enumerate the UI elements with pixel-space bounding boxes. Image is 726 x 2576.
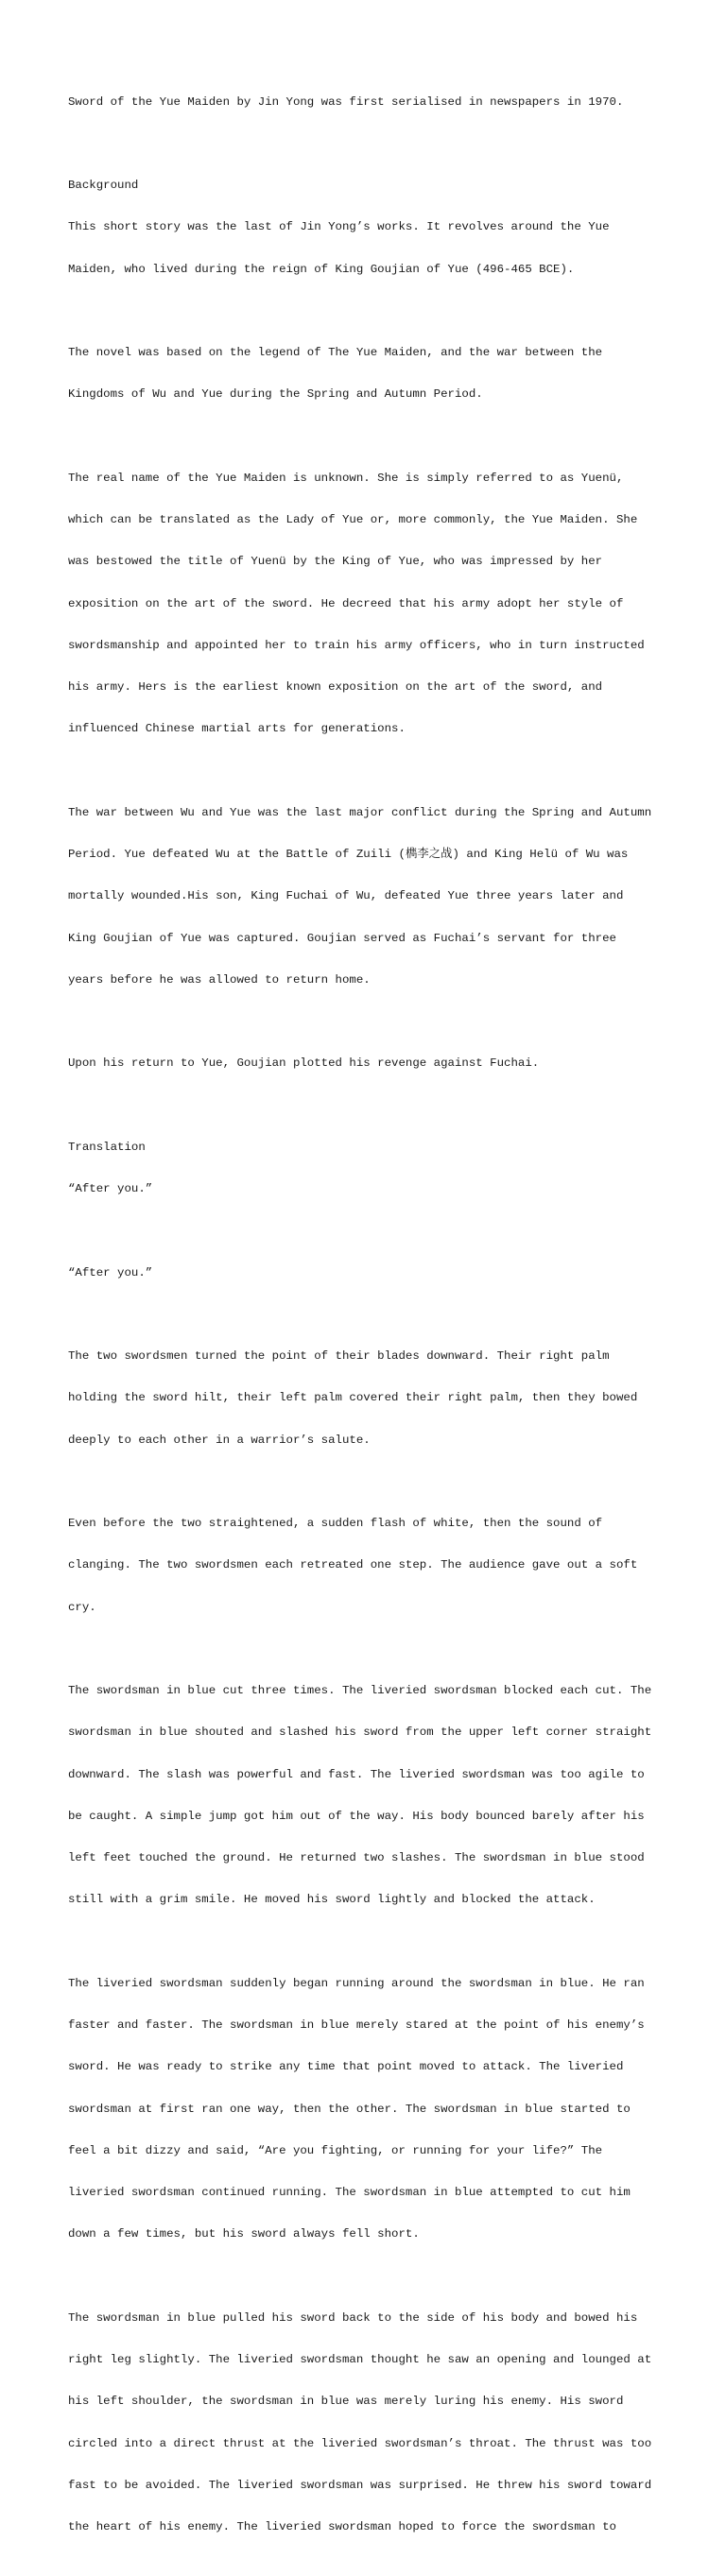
text-line: swordsmanship and appointed her to train his army officers, who in turn instructed bbox=[68, 638, 645, 652]
text-line: Upon his return to Yue, Goujian plotted his revenge against Fuchai. bbox=[68, 1056, 540, 1071]
text-line: The real name of the Yue Maiden is unknown. She is simply referred to as Yuenü, bbox=[68, 471, 624, 485]
text-line: The novel was based on the legend of The Yue Maiden, and the war between the bbox=[68, 346, 603, 359]
text-line: downward. The slash was powerful and fast. The liveried swordsman was too agile to bbox=[68, 1767, 645, 1781]
text-line: down a few times, but his sword always fell short. bbox=[68, 2227, 420, 2241]
text-line: his army. Hers is the earliest known exposition on the art of the sword, and bbox=[68, 680, 603, 694]
text-line: the heart of his enemy. The liveried swordsman hoped to force the swordsman to bbox=[68, 2520, 616, 2533]
paragraph-return bbox=[68, 1029, 673, 1099]
section-heading-translation: Translation bbox=[68, 1140, 146, 1154]
text-line: Kingdoms of Wu and Yue during the Spring and Autumn Period. bbox=[68, 387, 483, 402]
text-line: Even before the two straightened, a sudden flash of white, then the sound of bbox=[68, 1517, 603, 1530]
text-line: cry. bbox=[68, 1600, 96, 1614]
text-line: The liveried swordsman suddenly began running around the swordsman in blue. He ran bbox=[68, 1976, 645, 1990]
text-line: still with a grim smile. He moved his sword lightly and blocked the attack. bbox=[68, 1893, 596, 1907]
text-line: right leg slightly. The liveried swordsman thought he saw an opening and lounged at bbox=[68, 2353, 652, 2366]
paragraph-salute bbox=[68, 1322, 673, 1475]
section-heading-background: Background bbox=[68, 179, 139, 192]
paragraph-three-cuts bbox=[68, 1657, 673, 1935]
text-line: feel a bit dizzy and said, “Are you fighting, or running for your life?” The bbox=[68, 2143, 603, 2157]
text-line: Maiden, who lived during the reign of King Goujian of Yue (496-465 BCE). bbox=[68, 262, 575, 276]
text-line: be caught. A simple jump got him out of the way. His body bounced barely after his bbox=[68, 1809, 645, 1823]
text-line: King Goujian of Yue was captured. Goujian served as Fuchai’s servant for three bbox=[68, 931, 616, 945]
text-line: “After you.” bbox=[68, 1265, 153, 1279]
text-line: his left shoulder, the swordsman in blue was merely luring his enemy. His sword bbox=[68, 2395, 624, 2409]
text-line: which can be translated as the Lady of Yue or, more commonly, the Yue Maiden. She bbox=[68, 513, 638, 526]
text-line: left feet touched the ground. He returned two slashes. The swordsman in blue stood bbox=[68, 1851, 645, 1864]
text-line: years before he was allowed to return home. bbox=[68, 972, 371, 987]
text-line: Sword of the Yue Maiden by Jin Yong was first serialised in newspapers in 1970. bbox=[68, 94, 624, 109]
text-line: was bestowed the title of Yuenü by the King of Yue, who was impressed by her bbox=[68, 555, 603, 569]
paragraph-intro bbox=[68, 67, 673, 137]
text-line: influenced Chinese martial arts for generations. bbox=[68, 722, 406, 736]
text-line: liveried swordsman continued running. The swordsman in blue attempted to cut him bbox=[68, 2186, 631, 2199]
text-line: exposition on the art of the sword. He decreed that his army adopt her style of bbox=[68, 596, 624, 610]
paragraph-running bbox=[68, 1949, 673, 2269]
text-line: clanging. The two swordsmen each retreated one step. The audience gave out a soft bbox=[68, 1558, 638, 1572]
text-line: holding the sword hilt, their left palm covered their right palm, then they bowed bbox=[68, 1391, 638, 1405]
text-line: sword. He was ready to strike any time that point moved to attack. The liveried bbox=[68, 2060, 624, 2074]
text-line: fast to be avoided. The liveried swordsman was surprised. He threw his sword toward bbox=[68, 2478, 652, 2492]
text-line: deeply to each other in a warrior’s salute. bbox=[68, 1433, 371, 1447]
text-line: swordsman in blue shouted and slashed his sword from the upper left corner straight bbox=[68, 1726, 652, 1740]
paragraph-thrust bbox=[68, 2283, 673, 2562]
text-line: The war between Wu and Yue was the last major conflict during the Spring and Autumn bbox=[68, 805, 652, 819]
document-page bbox=[68, 67, 673, 2576]
paragraph-translation bbox=[68, 1112, 673, 1224]
text-line: “After you.” bbox=[68, 1182, 153, 1195]
text-line: mortally wounded.His son, King Fuchai of Wu, defeated Yue three years later and bbox=[68, 889, 624, 903]
paragraph-background bbox=[68, 151, 673, 304]
text-line: This short story was the last of Jin Yong’s works. It revolves around the Yue bbox=[68, 220, 610, 234]
text-line: The two swordsmen turned the point of their blades downward. Their right palm bbox=[68, 1349, 610, 1363]
text-line: swordsman at first ran one way, then the other. The swordsman in blue started to bbox=[68, 2102, 631, 2116]
text-line: The swordsman in blue cut three times. The liveried swordsman blocked each cut. The bbox=[68, 1684, 652, 1697]
paragraph-after-you bbox=[68, 1238, 673, 1308]
paragraph-flash bbox=[68, 1489, 673, 1642]
text-line: circled into a direct thrust at the liveried swordsman’s throat. The thrust was too bbox=[68, 2436, 652, 2450]
text-line: The swordsman in blue pulled his sword back to the side of his body and bowed his bbox=[68, 2310, 638, 2325]
paragraph-war bbox=[68, 778, 673, 1015]
paragraph-legend bbox=[68, 318, 673, 430]
text-line: faster and faster. The swordsman in blue merely stared at the point of his enemy’s bbox=[68, 2018, 645, 2032]
paragraph-real-name bbox=[68, 443, 673, 764]
text-line: Period. Yue defeated Wu at the Battle of Zuili (檇李之战) and King Helü of Wu was bbox=[68, 848, 629, 861]
